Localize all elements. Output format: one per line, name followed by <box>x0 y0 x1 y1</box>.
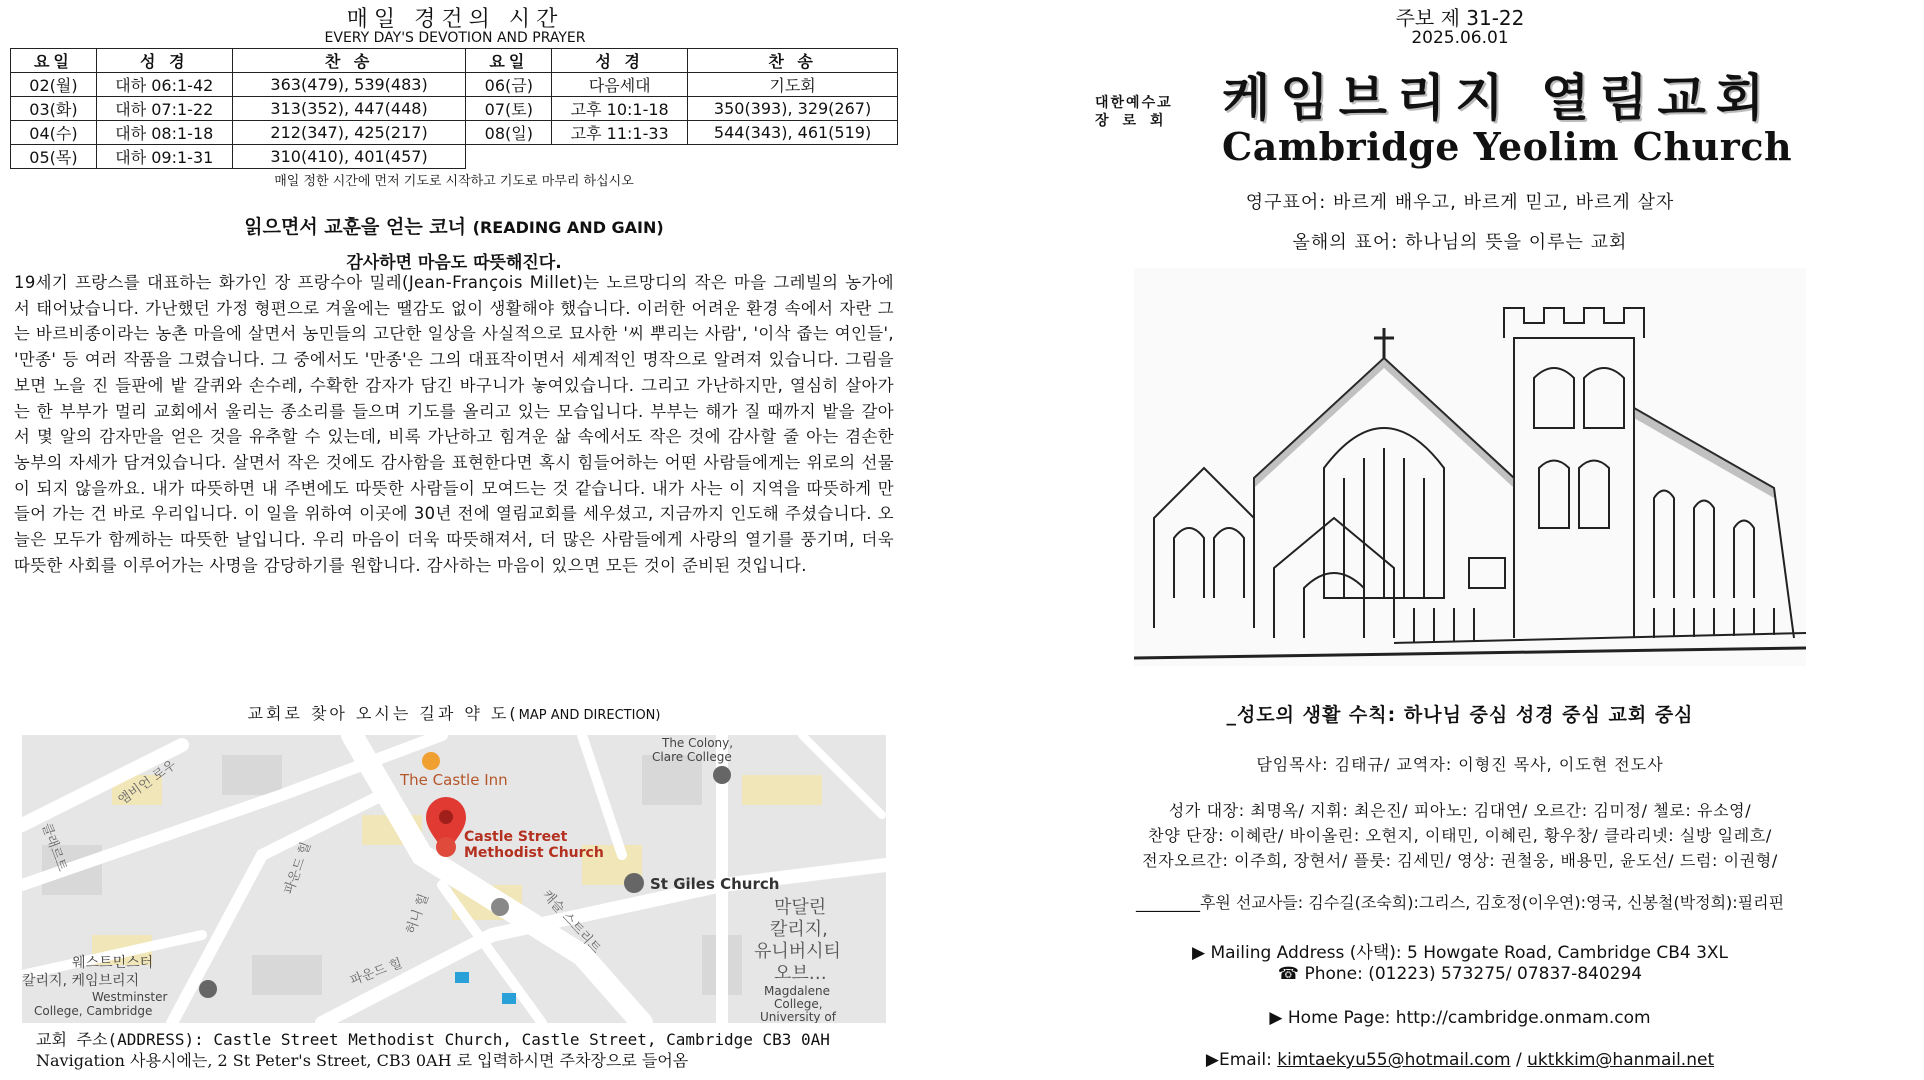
denomination-line1: 대한예수교 <box>1095 95 1173 111</box>
table-cell: 다음세대 <box>552 73 688 97</box>
magdalene-label-en: Magdalene <box>764 984 830 998</box>
electronic-staff-line: 전자오르간: 이주희, 장현서/ 플룻: 김세민/ 영상: 권철웅, 배용민, 윤도선/ 드럼: 이권형/ <box>1142 851 1778 870</box>
magdalene-label-ko: 오브… <box>774 963 827 984</box>
colony-label: Clare College <box>652 750 732 764</box>
table-cell: 02(월) <box>11 73 97 97</box>
church-name-en: Cambridge Yeolim Church <box>1222 124 1793 169</box>
table-cell: 212(347), 425(217) <box>232 121 466 145</box>
homepage-link[interactable]: ▶ Home Page: http://cambridge.onmam.com <box>1269 1008 1651 1028</box>
email-prefix: ▶Email: <box>1205 1050 1278 1070</box>
reading-title-ko: 읽으면서 교훈을 얻는 코너 <box>244 216 467 238</box>
pin-center <box>439 810 453 824</box>
map-title <box>10 701 898 724</box>
college-icon[interactable] <box>713 766 731 784</box>
road-label: 파운드 힐 <box>348 956 405 989</box>
prayer-note: 매일 정한 시간에 먼저 기도로 시작하고 기도로 마무리 하십시오 <box>274 174 634 189</box>
pastors-line: 담임목사: 김태규/ 교역자: 이형진 목사, 이도현 전도사 <box>1256 755 1664 774</box>
table-empty-cell <box>466 145 898 169</box>
table-row <box>11 73 898 97</box>
table-row <box>11 121 898 145</box>
place-marker-icon[interactable] <box>491 898 509 916</box>
table-header-row <box>11 49 898 73</box>
header-hymn: 찬 송 <box>232 49 466 73</box>
praise-staff-line: 찬양 단장: 이혜란/ 바이올린: 오현지, 이태민, 이혜린, 황우창/ 클라리넷: 실방 일레흐/ <box>1148 826 1772 845</box>
map-title-ko: 교회로 찾아 오시는 길과 약 도( <box>247 704 519 723</box>
permanent-motto: 영구표어: 바르게 배우고, 바르게 믿고, 바르게 살자 <box>1245 192 1675 213</box>
table-cell: 대하 09:1-31 <box>96 145 232 169</box>
location-map[interactable] <box>22 735 886 1023</box>
st-giles-label[interactable]: St Giles Church <box>650 875 780 893</box>
road-label: 캐슬 스트리트 <box>539 887 604 957</box>
table-cell: 고후 10:1-18 <box>552 97 688 121</box>
table-cell: 07(토) <box>466 97 552 121</box>
reading-title <box>10 212 898 239</box>
table-cell: 350(393), 329(267) <box>688 97 898 121</box>
westminster-label-en: Westminster <box>92 990 168 1004</box>
road-label: 클래르트 <box>38 821 70 874</box>
magdalene-label-ko: 칼리지, <box>770 919 828 940</box>
table-row <box>11 145 898 169</box>
table-cell: 04(수) <box>11 121 97 145</box>
magdalene-label-ko: 유니버시티 <box>754 941 841 962</box>
road-label: 파운드 힐 <box>281 840 315 897</box>
magdalene-label-en: University of <box>760 1010 836 1023</box>
map-title-en: MAP AND DIRECTION) <box>518 708 661 723</box>
church-icon[interactable] <box>624 873 644 893</box>
bus-stop-icon[interactable] <box>455 972 469 983</box>
missionaries-line: ________후원 선교사들: 김수길(조숙희):그리스, 김호정(이우연):영국, 신봉철(박정희):필리핀 <box>1135 893 1785 912</box>
table-cell: 363(479), 539(483) <box>232 73 466 97</box>
table-cell: 544(343), 461(519) <box>688 121 898 145</box>
castle-street-church-label[interactable]: Castle Street <box>464 829 568 845</box>
email-link[interactable]: kimtaekyu55@hotmail.com <box>1277 1050 1511 1070</box>
magdalene-label-en: College, <box>774 997 823 1011</box>
table-cell: 310(410), 401(457) <box>232 145 466 169</box>
church-icon[interactable] <box>436 837 456 857</box>
email-line <box>1000 1050 1920 1070</box>
devotion-schedule-table <box>10 48 898 169</box>
restaurant-icon[interactable] <box>422 752 440 770</box>
table-cell: 313(352), 447(448) <box>232 97 466 121</box>
westminster-label-ko: 웨스트민스터 <box>72 955 154 971</box>
westminster-label-ko: 칼리지, 케임브리지 <box>22 973 140 989</box>
header-scripture: 성 경 <box>552 49 688 73</box>
reading-body: 19세기 프랑스를 대표하는 화가인 장 프랑수아 밀레(Jean-François Millet)는 노르망디의 작은 마을 그레빌의 농가에서 태어났습니다. 가난했던 가정 형편으로 겨울에는 땔감도 없이 생활해야 했습니다. 이러한 어려운 환경 속에서 자란 그는 바르비종이라는 농촌 마을에 살면서 농민들의 고단한 일상을 사실적으로 묘사한 '씨 뿌리는 사람', '이삭 줍는 여인들', '만종' 등 여러 작품을 그렸습니다. 그 중에서도 '만종'은 그의 대표작이면서 세계적인 명작으로 알려져 있습니다. 그림을 보면 노을 진 들판에 밭 갈퀴와 손수레, 수확한 감자가 담긴 바구니가 놓여있습니다. 그리고 가난하지만, 열심히 살아가는 한 부부가 멀리 교회에서 울리는 종소리를 들으며 기도를 올리고 있는 모습입니다. 부부는 해가 질 때까지 밭을 갈아서 몇 알의 감자만을 얻은 것을 유추할 수 있는데, 비록 가난하고 힘겨운 삶 속에서도 작은 것에 감사할 줄 아는 겸손한 농부의 자세가 담겨있습니다. 살면서 작은 것에도 감사함을 표현한다면 혹시 힘들어하는 어떤 사람들에게는 위로의 선물이 되지 않을까요. 내가 따뜻하면 내 주변에도 따뜻한 사람들이 모여드는 것 같습니다. 내가 사는 이 지역을 따뜻하게 만들어 가는 건 바로 우리입니다. 이 일을 위하여 이곳에 30년 전에 열림교회를 세우셨고, 지금까지 인도해 주셨습니다. 오늘은 모두가 함께하는 따뜻한 날입니다. 우리 마음이 더욱 따뜻해져서, 더 많은 사람들에게 사랑의 열기를 풍기며, 더욱 따뜻한 사회를 이루어가는 사명을 감당하기를 원합니다. 감사하는 마음이 있으면 모든 것이 준비된 것입니다. <box>14 273 894 575</box>
table-cell: 08(일) <box>466 121 552 145</box>
devotion-subtitle: EVERY DAY'S DEVOTION AND PRAYER <box>324 30 586 46</box>
bulletin-date: 2025.06.01 <box>1411 28 1509 48</box>
table-cell: 06(금) <box>466 73 552 97</box>
phone-number: ☎ Phone: (01223) 573275/ 07837-840294 <box>1277 964 1643 984</box>
christian-life-rule: _성도의 생활 수칙: 하나님 중심 성경 중심 교회 중심 <box>1226 704 1694 726</box>
table-row <box>11 97 898 121</box>
devotion-title: 매일 경건의 시간 <box>346 7 564 32</box>
table-cell: 대하 06:1-42 <box>96 73 232 97</box>
magdalene-label-ko: 막달린 <box>774 897 827 918</box>
mailing-address: ▶ Mailing Address (사택): 5 Howgate Road, Cambridge CB4 3XL <box>1191 943 1729 963</box>
church-building-illustration <box>1134 268 1806 666</box>
church-address: 교회 주소(ADDRESS): Castle Street Methodist Church, Castle Street, Cambridge CB3 0AH <box>36 1030 830 1049</box>
college-icon[interactable] <box>199 980 217 998</box>
year-motto: 올해의 표어: 하나님의 뜻을 이루는 교회 <box>1292 232 1628 253</box>
reading-subtitle: 감사하면 마음도 따뜻해진다. <box>346 253 562 273</box>
road-label: 허니 힐 <box>403 891 433 937</box>
westminster-label-en: College, Cambridge <box>34 1004 153 1018</box>
table-cell: 기도회 <box>688 73 898 97</box>
header-day: 요일 <box>11 49 97 73</box>
castle-street-church-label[interactable]: Methodist Church <box>464 845 604 861</box>
table-cell: 대하 08:1-18 <box>96 121 232 145</box>
header-scripture: 성 경 <box>96 49 232 73</box>
email-link[interactable]: uktkkim@hanmail.net <box>1527 1050 1715 1070</box>
bulletin-issue: 주보 제 31-22 <box>1395 6 1525 30</box>
bus-stop-icon[interactable] <box>502 993 516 1004</box>
colony-label: The Colony, <box>662 736 734 750</box>
table-cell: 05(목) <box>11 145 97 169</box>
table-cell: 고후 11:1-33 <box>552 121 688 145</box>
road-label: 앰비언 로우 <box>115 757 180 809</box>
reading-title-en: (READING AND GAIN) <box>472 218 664 237</box>
table-cell: 03(화) <box>11 97 97 121</box>
table-cell: 대하 07:1-22 <box>96 97 232 121</box>
castle-inn-label[interactable]: The Castle Inn <box>400 771 508 789</box>
header-hymn: 찬 송 <box>688 49 898 73</box>
header-day: 요일 <box>466 49 552 73</box>
navigation-note: Navigation 사용시에는, 2 St Peter's Street, CB3 0AH 로 입력하시면 주차장으로 들어옴 <box>36 1051 689 1070</box>
denomination-line2: 장로회 <box>1095 113 1178 129</box>
church-name-ko: 케임브리지 열림교회 <box>1222 69 1775 127</box>
choir-staff-line: 성가 대장: 최명옥/ 지휘: 최은진/ 피아노: 김대연/ 오르간: 김미정/ 첼로: 유소영/ <box>1168 801 1752 820</box>
email-separator: / <box>1510 1050 1528 1070</box>
